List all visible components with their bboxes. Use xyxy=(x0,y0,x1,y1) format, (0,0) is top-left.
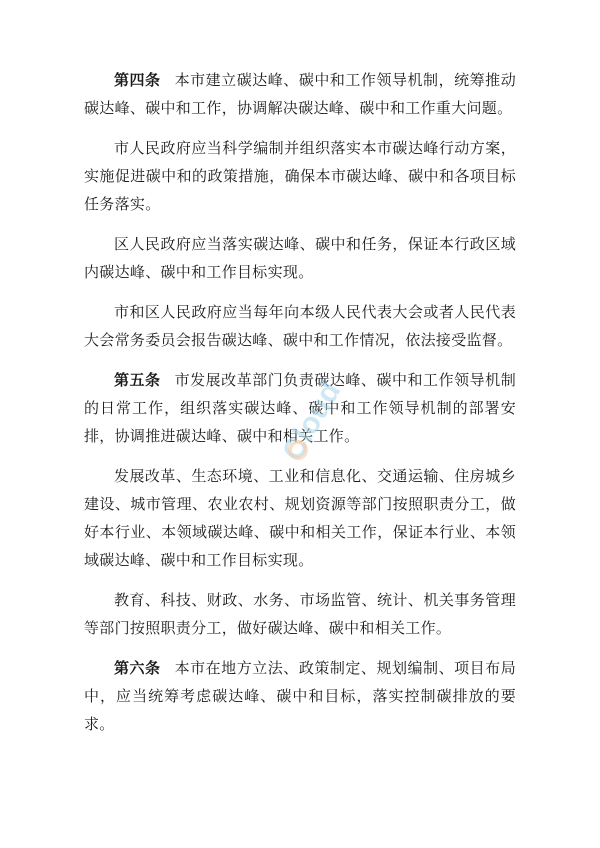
article-5-paragraph-1 xyxy=(84,366,516,450)
article-4-paragraph-3 xyxy=(84,230,516,286)
article-6-paragraph-1 xyxy=(84,654,516,738)
watermark-text: Cloud xyxy=(276,376,348,467)
article-5-label: 第五条 xyxy=(114,371,161,389)
article-4-text-2: 市人民政府应当科学编制并组织落实本市碳达峰行动方案，实施促进碳中和的政策措施，确保本市碳达峰、碳中和各项目标任务落实。 xyxy=(84,139,516,213)
article-5-text-1: 市发展改革部门负责碳达峰、碳中和工作领导机制的日常工作，组织落实碳达峰、碳中和工作领导机制的部署安排，协调推进碳达峰、碳中和相关工作。 xyxy=(84,371,516,445)
article-5-paragraph-3 xyxy=(84,586,516,642)
article-5-paragraph-2 xyxy=(84,462,516,574)
article-4-label: 第四条 xyxy=(114,71,161,89)
article-4-text-3: 区人民政府应当落实碳达峰、碳中和任务，保证本行政区域内碳达峰、碳中和工作目标实现。 xyxy=(84,235,516,281)
article-5-text-2: 发展改革、生态环境、工业和信息化、交通运输、住房城乡建设、城市管理、农业农村、规划资源等部门按照职责分工，做好本行业、本领域碳达峰、碳中和相关工作，保证本行业、本领域碳达峰、碳中和工作目标实现。 xyxy=(84,467,516,569)
article-6-text-1: 本市在地方立法、政策制定、规划编制、项目布局中，应当统筹考虑碳达峰、碳中和目标，落实控制碳排放的要求。 xyxy=(84,659,516,733)
article-6-label: 第六条 xyxy=(114,659,161,677)
article-4-paragraph-1 xyxy=(84,66,516,122)
article-4-text-1: 本市建立碳达峰、碳中和工作领导机制，统筹推动碳达峰、碳中和工作，协调解决碳达峰、碳中和工作重大问题。 xyxy=(84,71,516,117)
article-5-text-3: 教育、科技、财政、水务、市场监管、统计、机关事务管理等部门按照职责分工，做好碳达峰、碳中和相关工作。 xyxy=(84,591,516,637)
article-4-paragraph-2 xyxy=(84,134,516,218)
article-4-paragraph-4 xyxy=(84,298,516,354)
article-4-text-4: 市和区人民政府应当每年向本级人民代表大会或者人民代表大会常务委员会报告碳达峰、碳中和工作情况，依法接受监督。 xyxy=(84,303,516,349)
document-body xyxy=(84,66,516,750)
